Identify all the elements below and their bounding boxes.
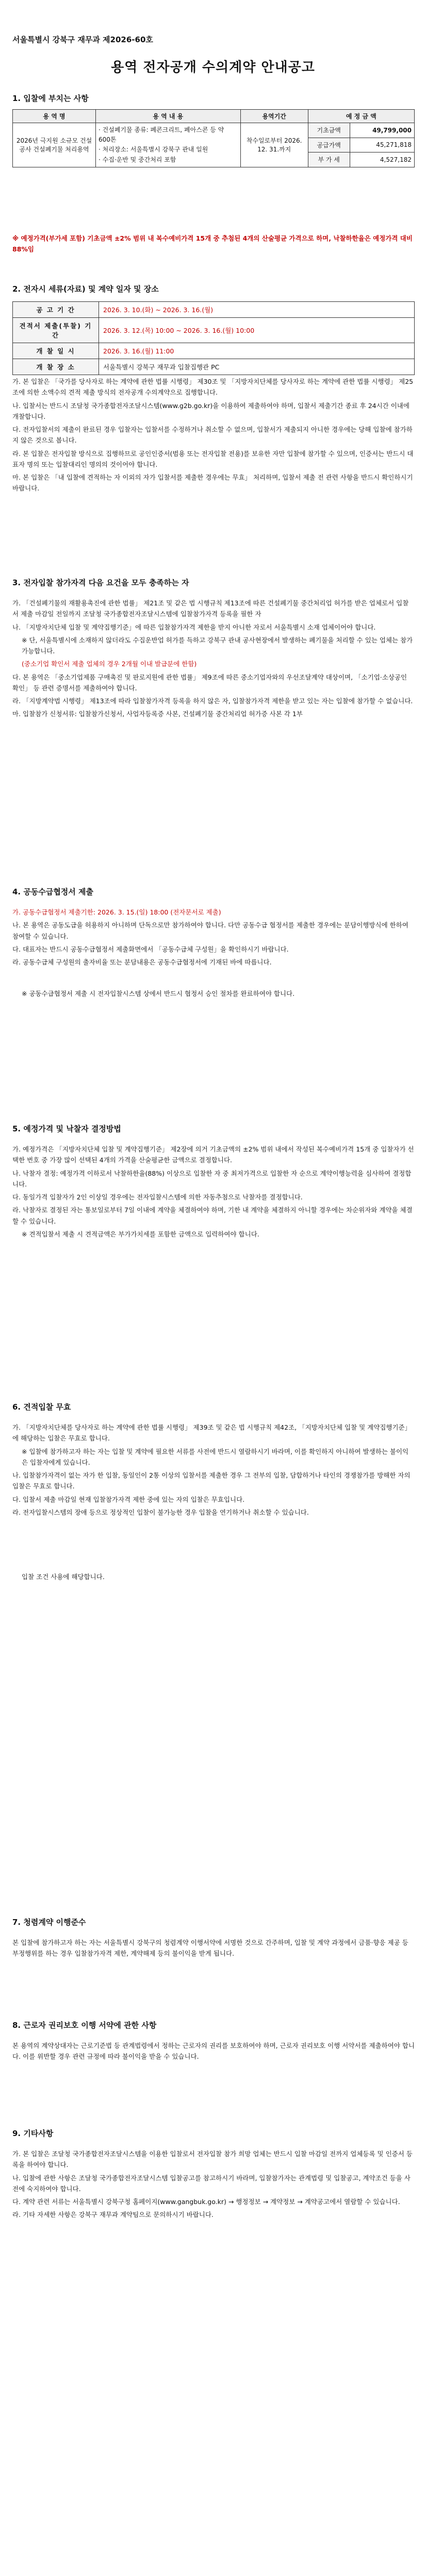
price-note: ※ 예정가격(부가세 포함) 기초금액 ±2% 범위 내 복수예비가격 15개 중 추첨된 4개의 산술평균 가격으로 하며, 낙찰하한율은 예정가격 대비 88%임 (12, 234, 413, 253)
note-item: 다. 전자입찰서의 제출이 완료된 경우 입찰자는 입찰서를 수정하거나 취소할 수 없으며, 입찰서가 제출되지 아니한 경우에는 당해 입찰에 참가하지 않은 것으로 봅니다. (12, 426, 413, 445)
content-line: · 수집·운반 및 중간처리 포함 (99, 156, 176, 163)
amount-label: 공급가액 (308, 138, 350, 152)
section-6-body (12, 1422, 415, 1584)
service-content (96, 123, 241, 167)
col-header: 예 정 금 액 (308, 110, 414, 123)
schedule-key: 개 찰 일 시 (13, 343, 99, 359)
amount-label: 기초금액 (308, 123, 350, 138)
section-5-body (12, 1144, 415, 1242)
section-8-body: 본 용역의 계약상대자는 근로기준법 등 관계법령에서 정하는 근로자의 권리를 보호하여야 하며, 근로자 권리보호 이행 서약서를 제출하여야 합니다. 이를 위반할 경우 관련 규정에 따라 불이익을 받을 수 있습니다. (12, 2042, 415, 2061)
amount-value: 49,799,000 (350, 123, 414, 138)
consortium-item: 다. 대표자는 반드시 공동수급협정서 제출화면에서 「공동수급체 구성원」을 확인하시기 바랍니다. (12, 945, 289, 953)
schedule-value: 2026. 3. 12.(목) 10:00 ~ 2026. 3. 16.(월) 10:00 (99, 318, 415, 343)
note-item: 라. 본 입찰은 전자입찰 방식으로 집행하므로 공인인증서(범용 또는 전자입찰 전용)를 보유한 자만 입찰에 참가할 수 있으며, 인증서는 반드시 대표자 명의 또는 입찰대리인 명의의 것이어야 합니다. (12, 449, 414, 468)
invalid-note: ※ 입찰에 참가하고자 하는 자는 입찰 및 계약에 필요한 서류를 사전에 반드시 열람하시기 바라며, 이를 확인하지 아니하여 발생하는 불이익은 입찰자에게 있습니다. (22, 1447, 409, 1466)
invalid-item: 라. 전자입찰시스템의 장애 등으로 정상적인 입찰이 불가능한 경우 입찰을 연기하거나 취소할 수 있습니다. (12, 1508, 309, 1516)
section-2-heading: 2. 전자시 세류(자료) 및 계약 일자 및 장소 (12, 284, 159, 294)
section-1-heading: 1. 입찰에 부치는 사항 (12, 94, 89, 103)
schedule-key: 공 고 기 간 (13, 302, 99, 318)
content-line: · 건설폐기물 종류: 폐콘크리트, 폐아스콘 등 약 600톤 (99, 126, 224, 144)
schedule-value: 2026. 3. 16.(월) 11:00 (99, 343, 415, 359)
consortium-item: 나. 본 용역은 공동도급을 허용하지 아니하며 단독으로만 참가하여야 합니다. 다만 공동수급 협정서를 제출한 경우에는 분담이행방식에 한하여 참여할 수 있습니다. (12, 921, 408, 940)
section-9-body (12, 2148, 415, 2223)
section-4-body (12, 907, 415, 1002)
bid-items-table (12, 109, 415, 167)
content-line: · 처리장소: 서울특별시 강북구 관내 일원 (99, 146, 208, 154)
qualification-item: 라. 「지방계약법 시행령」 제13조에 따라 입찰참가자격 등록을 하지 않은 자, 입찰참가자격 제한을 받고 있는 자는 입찰에 참가할 수 없습니다. (12, 697, 413, 705)
section-3-body (12, 598, 415, 722)
consortium-note: ※ 공동수급협정서 제출 시 전자입찰시스템 상에서 반드시 협정서 승인 절차를 완료하여야 합니다. (22, 990, 295, 998)
invalid-extra: 입찰 조건 사용에 해당합니다. (22, 1573, 105, 1581)
misc-item: 나. 입찰에 관한 사항은 조달청 국가종합전자조달시스템 입찰공고를 참고하시기 바라며, 입찰참가자는 관계법령 및 입찰공고, 계약조건 등을 사전에 숙지하여야 합니다. (12, 2174, 411, 2193)
section-4-heading: 4. 공동수급협정서 제출 (12, 887, 93, 896)
schedule-key: 개 찰 장 소 (13, 359, 99, 375)
service-name: 2026년 극지원 소규모 건설공사 건설폐기물 처리용역 (13, 123, 96, 167)
col-header: 용 역 내 용 (96, 110, 241, 123)
consortium-item: 가. 공동수급협정서 제출기한: 2026. 3. 15.(일) 18:00 (전자문서로 제출) (12, 908, 221, 916)
schedule-value: 2026. 3. 10.(화) ~ 2026. 3. 16.(월) (99, 302, 415, 318)
qualification-item: 나. 「지방자치단체 입찰 및 계약집행기준」에 따른 입찰참가자격 제한을 받지 아니한 자로서 서울특별시 소재 업체이어야 합니다. (12, 623, 376, 631)
price-note: ※ 견적입찰서 제출 시 견적금액은 부가가치세를 포함한 금액으로 입력하여야 합니다. (22, 1230, 259, 1238)
amount-value: 45,271,818 (350, 138, 414, 152)
qualification-item: 다. 본 용역은 「중소기업제품 구매촉진 및 판로지원에 관한 법률」 제9조에 따른 중소기업자와의 우선조달계약 대상이며, 「소기업·소상공인 확인」 등 관련 증명서를 제출하여야 합니다. (12, 673, 407, 692)
section-7-body: 본 입찰에 참가하고자 하는 자는 서울특별시 강북구의 청렴계약 이행서약에 서명한 것으로 간주하며, 입찰 및 계약 과정에서 금품·향응 제공 등 부정행위를 하는 경우 입찰참가자격 제한, 계약해제 등의 불이익을 받게 됩니다. (12, 1939, 408, 1958)
section-3-heading: 3. 전자입찰 참가자격 다음 요건을 모두 충족하는 자 (12, 578, 189, 587)
price-item: 가. 예정가격은 「지방자치단체 입찰 및 계약집행기준」 제2장에 의거 기초금액의 ±2% 범위 내에서 작성된 복수예비가격 15개 중 입찰자가 선택한 번호 중 가장 많이 선택된 4개의 가격을 산술평균한 금액으로 결정합니다. (12, 1145, 414, 1164)
price-item: 나. 낙찰자 결정: 예정가격 이하로서 낙찰하한율(88%) 이상으로 입찰한 자 중 최저가격으로 입찰한 자 순으로 계약이행능력을 심사하여 결정합니다. (12, 1169, 412, 1188)
section-6-heading: 6. 견적입찰 무효 (12, 1402, 71, 1412)
qualification-item: 마. 입찰참가 신청서류: 입찰참가신청서, 사업자등록증 사본, 건설폐기물 중간처리업 허가증 사본 각 1부 (12, 710, 303, 718)
amount-value: 4,527,182 (350, 152, 414, 167)
schedule-key: 견적서 제출(투찰) 기간 (13, 318, 99, 343)
qualification-item: 가. 「건설폐기물의 재활용촉진에 관한 법률」 제21조 및 같은 법 시행규칙 제13조에 따른 건설폐기물 중간처리업 허가를 받은 업체로서 입찰서 제출 마감일 전일까지 조달청 국가종합전자조달시스템에 입찰참가자격 등록을 필한 자 (12, 599, 409, 618)
note-item: 나. 입찰서는 반드시 조달청 국가종합전자조달시스템(www.g2b.go.kr)을 이용하여 제출하여야 하며, 입찰서 제출기간 종료 후 24시간 이내에 개찰합니다. (12, 401, 409, 420)
consortium-item: 라. 공동수급체 구성원의 출자비율 또는 분담내용은 공동수급협정서에 기재된 바에 따릅니다. (12, 958, 272, 966)
section-2-notes (12, 376, 415, 496)
qualification-note: (중소기업 확인서 제출 업체의 경우 2개월 이내 발급분에 한함) (22, 660, 197, 668)
misc-item: 라. 기타 자세한 사항은 강북구 재무과 계약팀으로 문의하시기 바랍니다. (12, 2211, 214, 2219)
schedule-table (12, 301, 415, 375)
invalid-item: 나. 입찰참가자격이 없는 자가 한 입찰, 동일인이 2통 이상의 입찰서를 제출한 경우 그 전부의 입찰, 담합하거나 타인의 경쟁참가를 방해한 자의 입찰은 무효로 합니다. (12, 1471, 411, 1490)
section-5-heading: 5. 예정가격 및 낙찰자 결정방법 (12, 1124, 121, 1133)
section-7-heading: 7. 청렴계약 이행준수 (12, 1918, 86, 1927)
misc-item: 다. 계약 관련 서류는 서울특별시 강북구청 홈페이지(www.gangbuk.go.kr) → 행정정보 → 계약정보 → 계약공고에서 열람할 수 있습니다. (12, 2198, 400, 2206)
section-8-heading: 8. 근로자 권리보호 이행 서약에 관한 사항 (12, 2021, 157, 2030)
misc-item: 가. 본 입찰은 조달청 국가종합전자조달시스템을 이용한 입찰로서 전자입찰 참가 희망 업체는 반드시 입찰 마감일 전까지 업체등록 및 인증서 등록을 하여야 합니다. (12, 2150, 413, 2169)
invalid-item: 다. 입찰서 제출 마감일 현재 입찰참가자격 제한 중에 있는 자의 입찰은 무효입니다. (12, 1495, 245, 1503)
service-period: 착수일로부터 2026. 12. 31.까지 (240, 123, 308, 167)
amount-label: 부 가 세 (308, 152, 350, 167)
invalid-item: 가. 「지방자치단체를 당사자로 하는 계약에 관한 법률 시행령」 제39조 및 같은 법 시행규칙 제42조, 「지방자치단체 입찰 및 계약집행기준」에 해당하는 입찰은 무효로 합니다. (12, 1423, 412, 1443)
col-header: 용역기간 (240, 110, 308, 123)
col-header: 용 역 명 (13, 110, 96, 123)
note-item: 가. 본 입찰은 「국가를 당사자로 하는 계약에 관한 법률 시행령」 제30조 및 「지방자치단체를 당사자로 하는 계약에 관한 법률 시행령」 제25조에 의한 소액수의 견적 제출 방식의 전자공개 수의계약으로 집행합니다. (12, 378, 414, 397)
page-title: 용역 전자공개 수의계약 안내공고 (111, 60, 315, 75)
price-item: 다. 동일가격 입찰자가 2인 이상일 경우에는 전자입찰시스템에 의한 자동추첨으로 낙찰자를 결정합니다. (12, 1193, 303, 1201)
qualification-note: ※ 단, 서울특별시에 소재하지 않더라도 수집운반업 허가를 득하고 강북구 관내 공사현장에서 발생하는 폐기물을 처리할 수 있는 업체는 참가 가능합니다. (22, 636, 413, 655)
note-item: 마. 본 입찰은 「내 입찰에 견적하는 자 이외의 자가 입찰서를 제출한 경우에는 무효」 처리하며, 입찰서 제출 전 관련 사항을 반드시 확인하시기 바랍니다. (12, 473, 413, 493)
section-9-heading: 9. 기타사항 (12, 2129, 54, 2138)
schedule-value: 서울특별시 강북구 재무과 입찰집행관 PC (99, 359, 415, 375)
document-number: 서울특별시 강북구 재무과 제2026-60호 (12, 35, 153, 44)
price-item: 라. 낙찰자로 결정된 자는 통보일로부터 7일 이내에 계약을 체결하여야 하며, 기한 내 계약을 체결하지 아니할 경우에는 차순위자와 계약을 체결할 수 있습니다. (12, 1206, 413, 1225)
